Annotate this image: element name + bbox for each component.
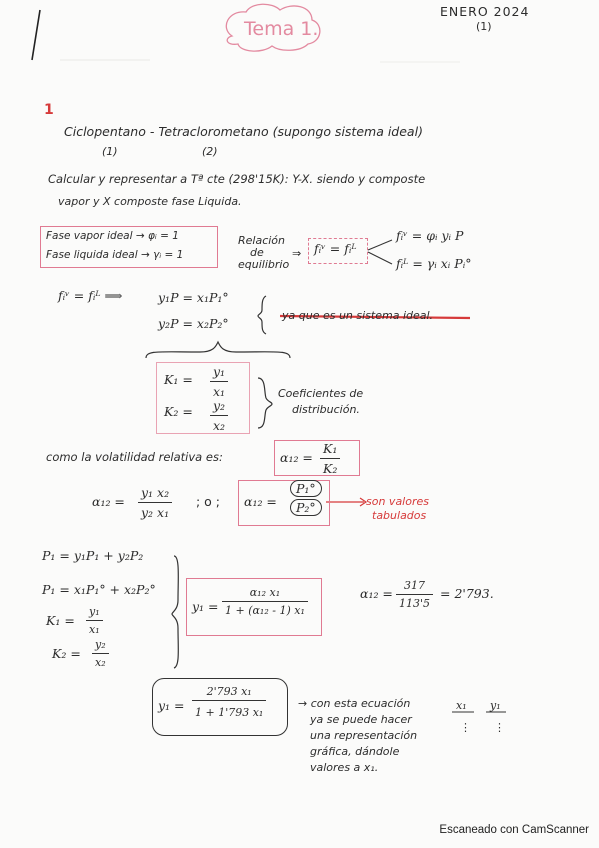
final-num: 2'793 x₁ xyxy=(206,685,252,698)
alt-separator: ; o ; xyxy=(196,494,221,509)
equilibrium-label-2: de xyxy=(250,246,264,259)
k2-den: x₂ xyxy=(210,415,228,433)
derivation-k1-label: K₁ = xyxy=(46,613,75,628)
task-line2: vapor y X composte fase Liquida. xyxy=(58,195,242,208)
alpha-calc-fraction xyxy=(396,579,433,610)
component1-index: (1) xyxy=(102,145,118,158)
final-note-5: valores a x₁. xyxy=(310,761,379,774)
struck-note-brace xyxy=(258,296,266,334)
problem-number: 1 xyxy=(44,102,54,118)
raoult-lhs: fᵢᵛ = fᵢᴸ ⟹ xyxy=(58,288,123,303)
alpha-num: K₁ xyxy=(323,441,338,456)
alt-alpha-label: α₁₂ = xyxy=(92,494,125,509)
task-line1: Calcular y representar a Tª cte (298'15K): Y-X. siendo y composte xyxy=(48,172,426,186)
alpha-fraction xyxy=(320,441,340,476)
k1-fraction xyxy=(210,364,228,399)
right-brace xyxy=(258,378,272,428)
liquid-phase: Fase liquida ideal → γᵢ = 1 xyxy=(46,249,184,261)
k1-label: K₁ = xyxy=(164,372,193,387)
table-x-header: x₁ xyxy=(456,699,467,712)
alt-alpha-fraction xyxy=(138,485,172,520)
tabulated-label-2: tabulados xyxy=(372,509,427,522)
derivation-k2-den: x₂ xyxy=(92,653,109,669)
group-brace xyxy=(146,342,290,358)
final-note-4: gráfica, dándole xyxy=(310,745,400,758)
component2-index: (2) xyxy=(202,145,218,158)
equilibrium-relation: fᵢᵛ = fᵢᴸ xyxy=(314,241,357,256)
equilibrium-label-3: equilibrio xyxy=(238,258,290,271)
k1-num: y₁ xyxy=(213,364,226,379)
header-date: ENERO 2024 xyxy=(440,4,530,19)
alt-alpha-num: y₁ x₂ xyxy=(141,485,170,500)
alpha-den: K₂ xyxy=(320,458,340,476)
alpha-calc-result: = 2'793. xyxy=(440,586,494,601)
raoult-eq1: y₁P = x₁P₁° xyxy=(158,290,229,305)
page-number: (1) xyxy=(476,20,492,33)
table-y-dots: ⋮ xyxy=(494,721,505,734)
k2-fraction xyxy=(210,398,228,433)
equilibrium-arrow: ⇒ xyxy=(292,247,302,260)
system-line: Ciclopentano - Tetraclorometano (supongo sistema ideal) xyxy=(64,124,423,139)
page-title: Tema 1. xyxy=(244,18,319,40)
k1-den: x₁ xyxy=(210,381,228,399)
derivation-k1-num: y₁ xyxy=(89,605,100,618)
k2-label: K₂ = xyxy=(164,404,193,419)
derivation-line1: P₁ = y₁P₁ + y₂P₂ xyxy=(42,548,144,563)
alt-alpha-den: y₂ x₁ xyxy=(138,502,172,520)
alpha-calc-den: 113'5 xyxy=(396,594,433,610)
derivation-k2-fraction xyxy=(92,638,109,669)
y1-den: 1 + (α₁₂ - 1) x₁ xyxy=(222,601,308,617)
vapor-fugacity: fᵢᵛ = φᵢ yᵢ P xyxy=(396,228,464,243)
final-y1-label: y₁ = xyxy=(158,698,185,713)
final-fraction xyxy=(192,685,266,719)
derivation-line2: P₁ = x₁P₁° + x₂P₂° xyxy=(42,582,156,597)
y1-num: α₁₂ x₁ xyxy=(249,586,281,599)
alpha-calc-num: 317 xyxy=(404,579,426,592)
derivation-brace xyxy=(172,556,178,668)
pressure-ratio xyxy=(290,480,322,516)
derivation-k2-label: K₂ = xyxy=(52,646,81,661)
final-note-1: → con esta ecuación xyxy=(298,697,411,710)
raoult-eq2: y₂P = x₂P₂° xyxy=(158,316,229,331)
final-note-2: ya se puede hacer xyxy=(310,713,412,726)
box-alpha-label: α₁₂ = xyxy=(244,494,277,509)
y1-fraction xyxy=(222,586,308,617)
derivation-k2-num: y₂ xyxy=(95,638,106,651)
struck-note: ya que es un sistema ideal. xyxy=(282,309,434,322)
k2-num: y₂ xyxy=(213,398,226,413)
alpha-label: α₁₂ = xyxy=(280,450,313,465)
volatility-sentence: como la volatilidad relativa es: xyxy=(46,450,223,464)
final-den: 1 + 1'793 x₁ xyxy=(192,700,266,719)
table-y-header: y₁ xyxy=(490,699,501,712)
vapor-phase: Fase vapor ideal → φᵢ = 1 xyxy=(46,230,179,242)
y1-label: y₁ = xyxy=(192,599,219,614)
derivation-k1-fraction xyxy=(86,605,103,636)
derivation-k1-den: x₁ xyxy=(86,620,103,636)
tabulated-label-1: son valores xyxy=(366,495,429,508)
equilibrium-label-1: Relación xyxy=(238,234,286,247)
alpha-calc-label: α₁₂ = xyxy=(360,586,393,601)
p2-sat: P₂° xyxy=(290,499,322,516)
distribution-label-2: distribución. xyxy=(292,403,360,416)
scanner-watermark: Escaneado con CamScanner xyxy=(439,824,589,836)
liquid-fugacity: fᵢᴸ = γᵢ xᵢ Pᵢ° xyxy=(396,256,472,271)
p1-sat: P₁° xyxy=(290,480,322,497)
table-x-dots: ⋮ xyxy=(460,721,471,734)
final-note-3: una representación xyxy=(310,729,418,742)
margin-stroke xyxy=(32,10,40,60)
distribution-label-1: Coeficientes de xyxy=(278,387,364,400)
